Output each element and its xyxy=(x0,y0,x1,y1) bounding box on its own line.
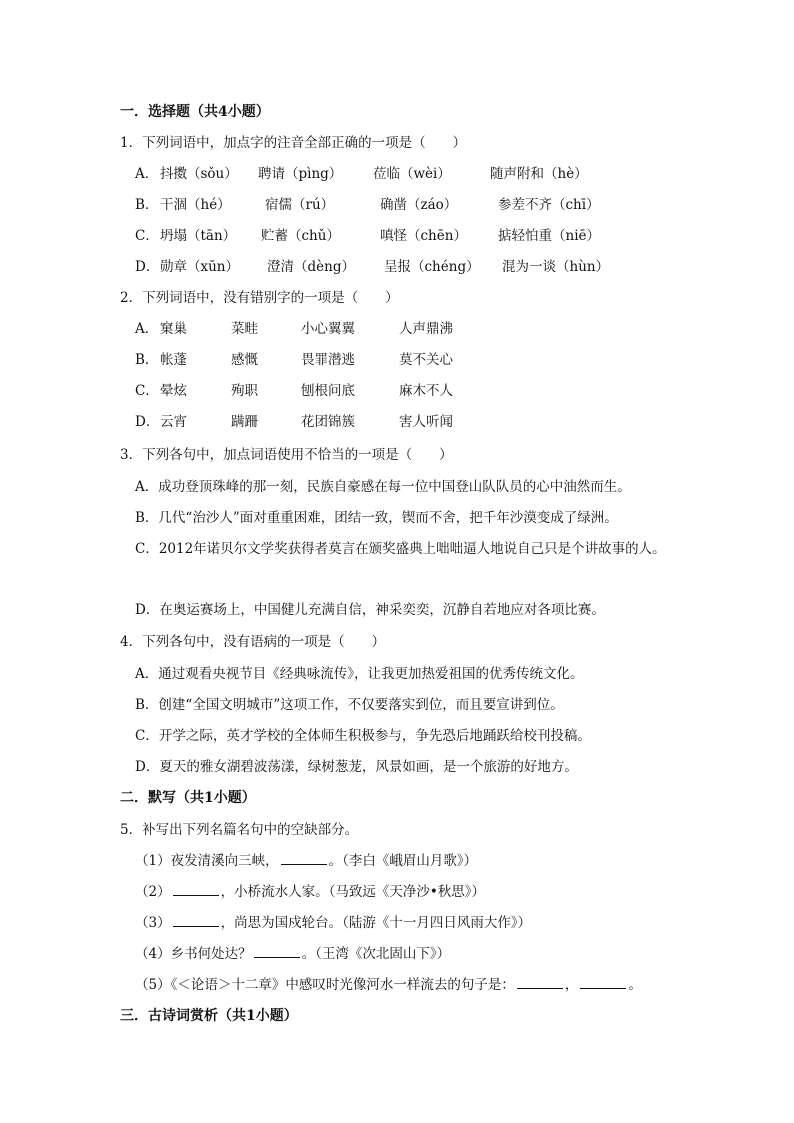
q3-option-d: D．在奥运赛场上，中国健儿充满自信，神采奕奕，沉静自若地应对各项比赛。 xyxy=(135,602,605,618)
q3-option-c: C．2012年诺贝尔文学奖获得者莫言在颁奖盛典上咄咄逼人地说自己只是个讲故事的人。 xyxy=(135,541,666,557)
fill-blank[interactable] xyxy=(580,976,626,989)
q4-option-b: B．创建“全国文明城市”这项工作，不仅要落实到位，而且要宣讲到位。 xyxy=(135,697,564,713)
question-5-stem: 5．补写出下列名篇名句中的空缺部分。 xyxy=(120,822,359,838)
question-3-stem: 3．下列各句中，加点词语使用不恰当的一项是（ ） xyxy=(120,447,453,463)
q5-item-5: （5）《＜论语＞十二章》中感叹时光像河水一样流去的句子是： ， 。 xyxy=(135,977,642,993)
q5-item-3: （3） ，尚思为国戍轮台。（陆游《十一月四日风雨大作》） xyxy=(135,915,532,931)
q4-option-a: A．通过观看央视节目《经典咏流传》，让我更加热爱祖国的优秀传统文化。 xyxy=(135,666,584,682)
fill-blank[interactable] xyxy=(281,852,327,865)
fill-blank[interactable] xyxy=(517,976,563,989)
section-heading-choice: 一．选择题（共4小题） xyxy=(120,104,270,120)
q4-option-d: D．夏天的雅女湖碧波荡漾，绿树葱茏，风景如画，是一个旅游的好地方。 xyxy=(135,759,578,775)
q3-option-a: A．成功登顶珠峰的那一刻，民族自豪感在每一位中国登山队队员的心中油然而生。 xyxy=(135,479,631,495)
fill-blank[interactable] xyxy=(173,883,219,896)
question-4-stem: 4．下列各句中，没有语病的一项是（ ） xyxy=(120,634,386,650)
q3-option-b: B．几代“治沙人”面对重重困难，团结一致，锲而不舍，把千年沙漠变成了绿洲。 xyxy=(135,510,618,526)
fill-blank[interactable] xyxy=(254,945,300,958)
question-1-stem: 1．下列词语中，加点字的注音全部正确的一项是（ ） xyxy=(120,135,467,151)
section-heading-dictation: 二．默写（共1小题） xyxy=(120,790,256,806)
fill-blank[interactable] xyxy=(173,914,219,927)
q4-option-c: C．开学之际，英才学校的全体师生积极参与，争先恐后地踊跃给校刊投稿。 xyxy=(135,728,591,744)
document-page: 一．选择题（共4小题） 1．下列词语中，加点字的注音全部正确的一项是（ ） A． 抖擞（sǒu） 聘请（pìng） 莅临（wèi） 随声附和（hè） B． 干涸（hé） 宿儒（rú） 确凿（záo） 参差不齐（chī） C． 坍塌（tān） 贮蓄（chǔ） 嗔怪（chēn） 掂轻怕重（niē） D． 勋章（xūn） 澄清（dèng） 呈报（chéng） 混为一谈（hùn） 2．下列词语中，没有错别字的一项是（ ） A． 窠巢 菜畦 小心翼翼 人声鼎沸 B． 帐蓬 感慨 畏罪潜逃 莫不关心 C． 晕炫 殉职 刨根问底 麻木不人 D． 云宵 蹒跚 花团锦簇 害人听闻 3．下列各句中，加点词语使用不恰当的一项是（ ） A．成功登顶珠峰的那一刻，民族自豪感在每一位中国登山队队员的心中油然而生。 B．几代“治沙人”面对重重困难，团结一致，锲而不舍，把千年沙漠变成了绿洲。 C．2012年诺贝尔文学奖获得者莫言在颁奖盛典上咄咄逼人地说自己只是个讲故事的人。 D．在奥运赛场上，中国健儿充满自信，神采奕奕，沉静自若地应对各项比赛。 4．下列各句中，没有语病的一项是（ ） A．通过观看央视节目《经典咏流传》，让我更加热爱祖国的优秀传统文化。 B．创建“全国文明城市”这项工作，不仅要落实到位，而且要宣讲到位。 C．开学之际，英才学校的全体师生积极参与，争先恐后地踊跃给校刊投稿。 D．夏天的雅女湖碧波荡漾，绿树葱茏，风景如画，是一个旅游的好地方。 二．默写（共1小题） 5．补写出下列名篇名句中的空缺部分。 （1）夜发清溪向三峡， 。（李白《峨眉山月歌》） （2） ，小桥流水人家。（马致远《天净沙•秋思》） （3） ，尚思为国戍轮台。（陆游《十一月四日风雨大作》） （4）乡书何处达？ 。（王湾《次北固山下》） （5）《＜论语＞十二章》中感叹时光像河水一样流去的句子是： ， 。 三．古诗词赏析（共1小题） xyxy=(120,104,666,1024)
q5-item-2: （2） ，小桥流水人家。（马致远《天净沙•秋思》） xyxy=(135,884,486,900)
q5-item-4: （4）乡书何处达？ 。（王湾《次北固山下》） xyxy=(135,946,451,962)
question-2-stem: 2．下列词语中，没有错别字的一项是（ ） xyxy=(120,290,399,306)
section-heading-poetry: 三．古诗词赏析（共1小题） xyxy=(120,1008,298,1024)
q5-item-1: （1）夜发清溪向三峡， 。（李白《峨眉山月歌》） xyxy=(135,853,478,869)
